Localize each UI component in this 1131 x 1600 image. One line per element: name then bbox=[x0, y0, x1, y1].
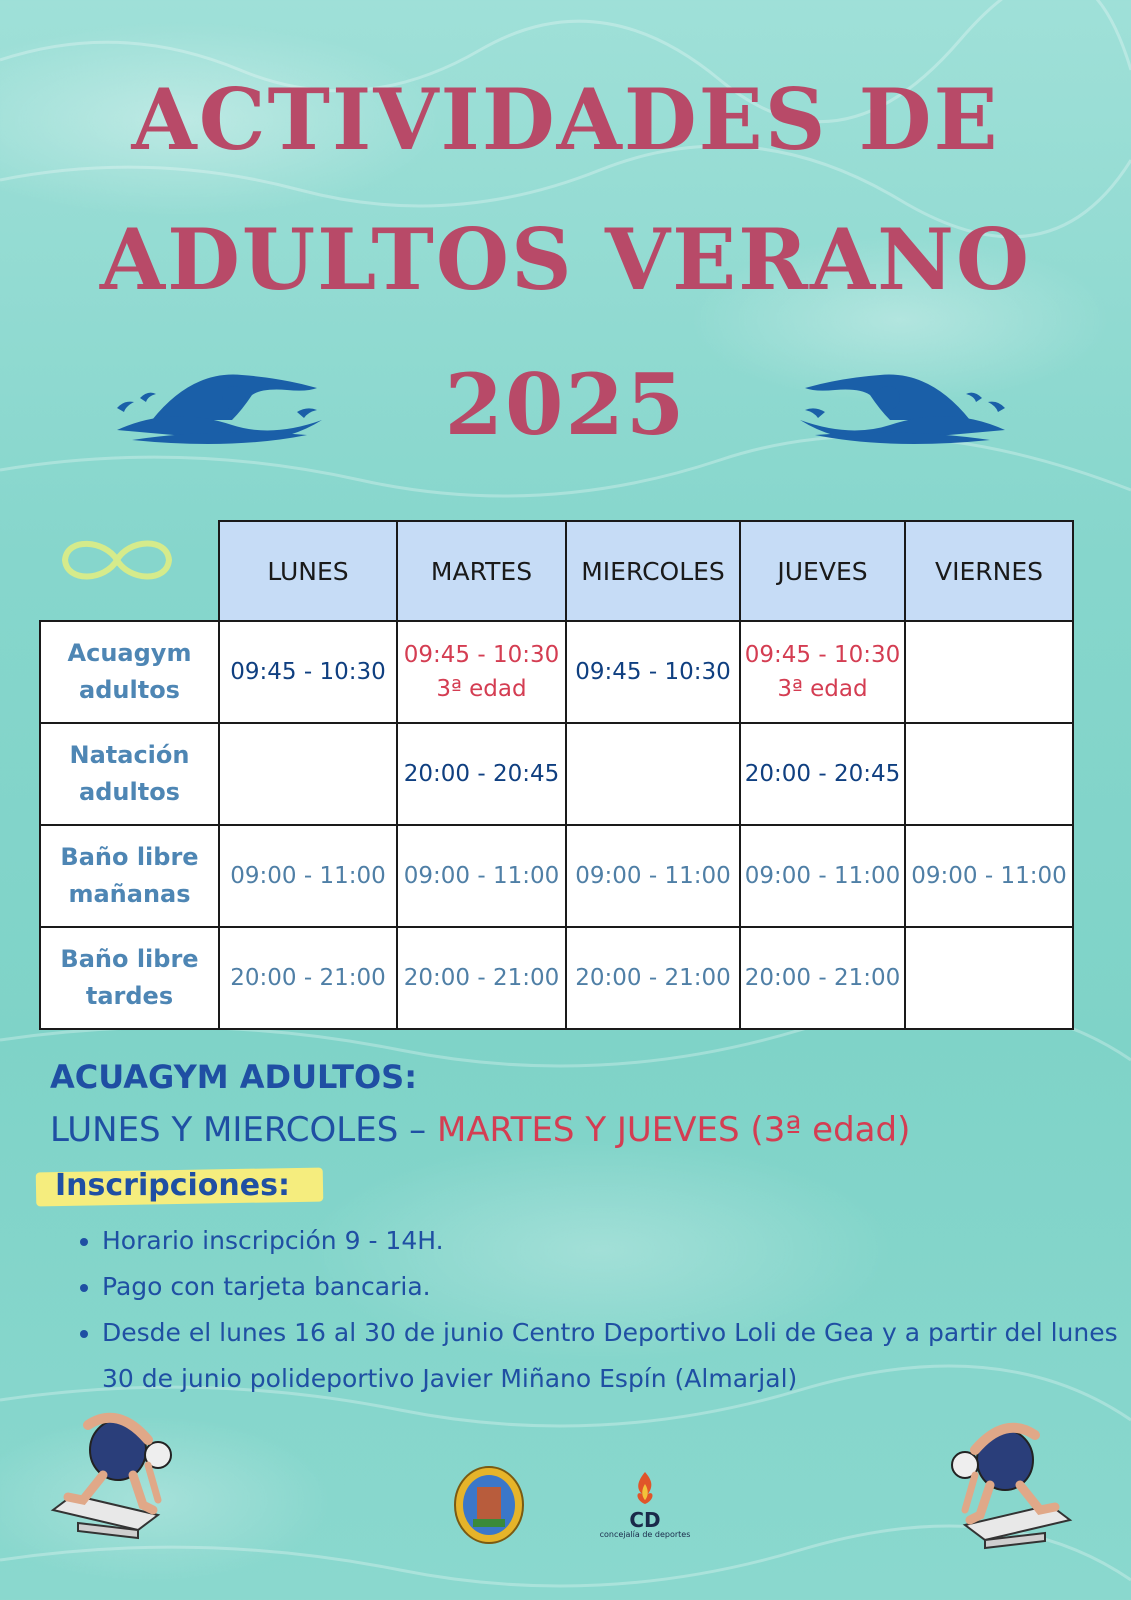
header-day: JUEVES bbox=[740, 521, 905, 621]
schedule-cell: 09:00 - 11:00 bbox=[566, 825, 740, 927]
list-item: • Desde el lunes 16 al 30 de junio Centro Deportivo Loli de Gea y a partir del lunes 30 de junio polideportivo Javier Miñano Espín (Almarjal) bbox=[102, 1310, 1131, 1402]
schedule-cell: 09:00 - 11:00 bbox=[740, 825, 905, 927]
header-day: MARTES bbox=[397, 521, 566, 621]
swimmer-icon bbox=[112, 350, 327, 450]
row-label-line: Baño libre bbox=[60, 945, 199, 973]
schedule-cell: 20:00 - 21:00 bbox=[566, 927, 740, 1029]
schedule-cell: 09:00 - 11:00 bbox=[905, 825, 1073, 927]
row-label bbox=[40, 621, 219, 723]
schedule-cell: 20:00 - 20:45 bbox=[740, 723, 905, 825]
schedule-cell bbox=[905, 927, 1073, 1029]
row-label-line: Natación bbox=[69, 741, 190, 769]
schedule-cell bbox=[219, 723, 397, 825]
municipal-seal bbox=[453, 1465, 525, 1545]
logo-letters: CD bbox=[629, 1508, 661, 1532]
header-day: VIERNES bbox=[905, 521, 1073, 621]
swimmer-starting-block-figure bbox=[48, 1405, 188, 1540]
header-corner bbox=[40, 521, 219, 621]
table-header-row bbox=[40, 521, 1073, 621]
row-label-line: Acuagym bbox=[67, 639, 192, 667]
swimmer-starting-block-figure bbox=[935, 1415, 1075, 1550]
logo-text: concejalía de deportes bbox=[599, 1530, 691, 1539]
title-line-1: ACTIVIDADES DE bbox=[131, 70, 1000, 169]
row-label-line: mañanas bbox=[68, 880, 191, 908]
swimmer-icon bbox=[795, 350, 1010, 450]
cell-note: 3ª edad bbox=[777, 676, 868, 702]
list-item: • Horario inscripción 9 - 14H. bbox=[102, 1218, 1131, 1264]
schedule-cell: 09:45 - 10:30 bbox=[566, 621, 740, 723]
schedule-cell bbox=[397, 621, 566, 723]
row-label-line: Baño libre bbox=[60, 843, 199, 871]
schedule-table bbox=[39, 520, 1074, 1030]
schedule-cell: 20:00 - 20:45 bbox=[397, 723, 566, 825]
schedule-cell: 09:00 - 11:00 bbox=[397, 825, 566, 927]
schedule-cell bbox=[566, 723, 740, 825]
cell-time: 09:45 - 10:30 bbox=[403, 642, 560, 668]
table-row bbox=[40, 621, 1073, 723]
row-label-line: adultos bbox=[79, 676, 180, 704]
row-label bbox=[40, 927, 219, 1029]
header-day: LUNES bbox=[219, 521, 397, 621]
schedule-cell bbox=[740, 621, 905, 723]
schedule-cell: 09:00 - 11:00 bbox=[219, 825, 397, 927]
schedule-cell: 20:00 - 21:00 bbox=[740, 927, 905, 1029]
row-label bbox=[40, 825, 219, 927]
cell-note: 3ª edad bbox=[436, 676, 527, 702]
row-label-line: tardes bbox=[85, 982, 174, 1010]
schedule-cell bbox=[905, 621, 1073, 723]
cell-time: 09:45 - 10:30 bbox=[744, 642, 901, 668]
inscripciones-list bbox=[52, 1218, 1131, 1402]
acuagym-separator: – bbox=[398, 1110, 437, 1150]
concejalia-deportes-logo bbox=[575, 1470, 715, 1539]
table-row bbox=[40, 927, 1073, 1029]
acuagym-regular-days: LUNES Y MIERCOLES bbox=[50, 1110, 399, 1150]
table-row bbox=[40, 723, 1073, 825]
table-row bbox=[40, 825, 1073, 927]
header-day: MIERCOLES bbox=[566, 521, 740, 621]
acuagym-senior-days: MARTES Y JUEVES (3ª edad) bbox=[436, 1110, 911, 1150]
acuagym-heading: ACUAGYM ADULTOS: bbox=[50, 1058, 418, 1096]
list-item: • Pago con tarjeta bancaria. bbox=[102, 1264, 1131, 1310]
schedule-cell bbox=[905, 723, 1073, 825]
row-label-line: adultos bbox=[79, 778, 180, 806]
schedule-cell: 09:45 - 10:30 bbox=[219, 621, 397, 723]
flame-icon bbox=[630, 1470, 660, 1506]
title-year: 2025 bbox=[444, 355, 687, 454]
schedule-cell: 20:00 - 21:00 bbox=[219, 927, 397, 1029]
row-label bbox=[40, 723, 219, 825]
title-line-2: ADULTOS VERANO bbox=[99, 210, 1032, 309]
schedule-cell: 20:00 - 21:00 bbox=[397, 927, 566, 1029]
inscripciones-heading: Inscripciones: bbox=[55, 1168, 290, 1203]
acuagym-days bbox=[50, 1110, 910, 1150]
